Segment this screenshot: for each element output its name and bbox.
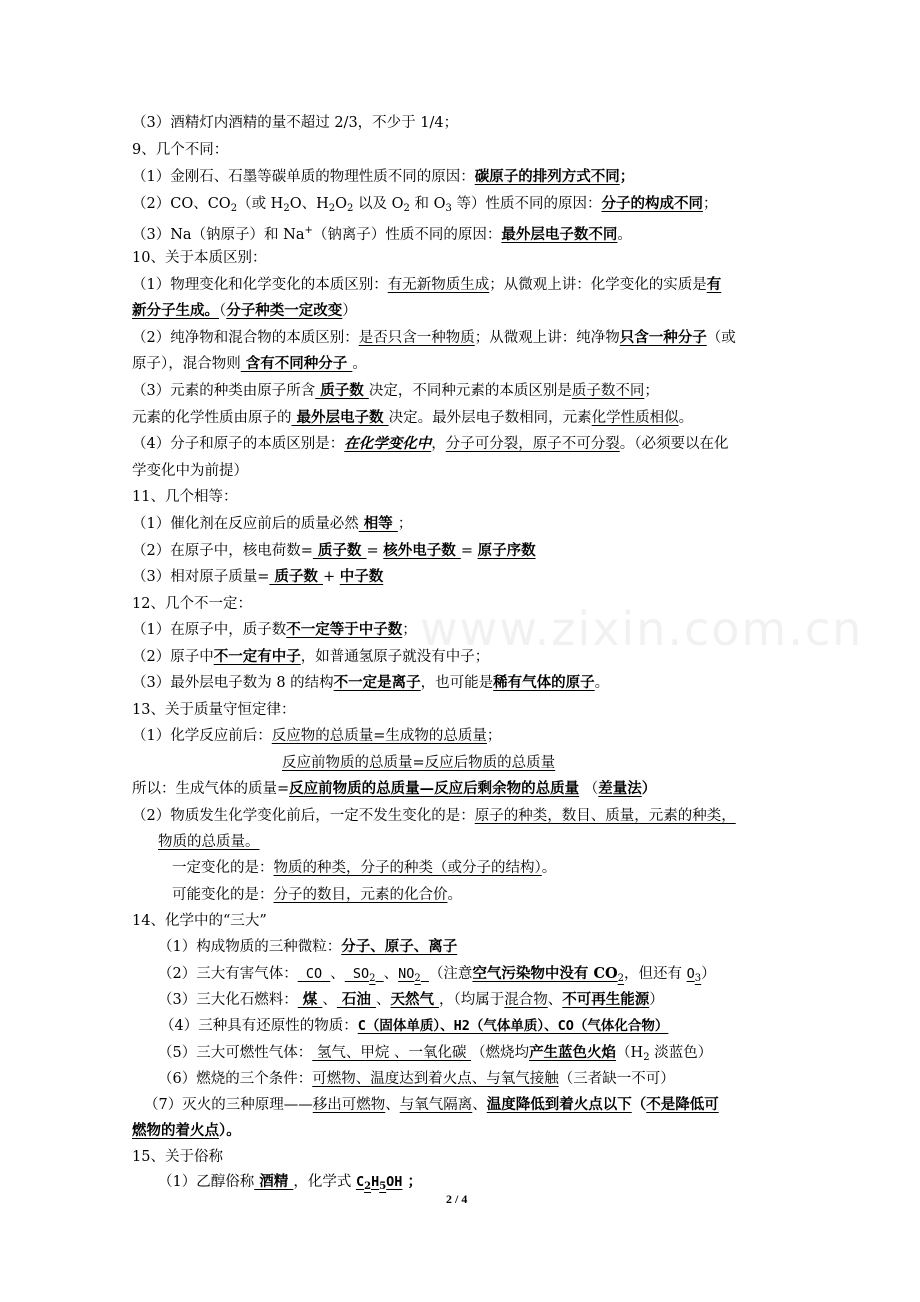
text: 原子），混合物则 <box>132 356 241 372</box>
text: 。（必须要以在化 <box>619 436 729 452</box>
text: 决定。最外层电子数相同，元素 <box>388 410 592 426</box>
subscript: 2 <box>643 1052 650 1063</box>
line-12-3 <box>132 672 609 696</box>
text: （6）燃烧的三个条件： <box>158 1071 313 1087</box>
subscript: 2 <box>328 203 336 214</box>
answer: 煤 <box>297 991 323 1008</box>
text: （H <box>616 1045 644 1061</box>
answer: 分子可分裂，原子不可分裂 <box>445 436 620 452</box>
text: ； <box>402 1173 422 1190</box>
text: （三者缺一不可） <box>558 1071 675 1087</box>
section-15-heading <box>132 1146 223 1170</box>
answer: 反应物的总质量=生成物的总质量 <box>271 728 487 744</box>
text: 。 <box>352 356 367 372</box>
subscript: 2 <box>283 203 290 214</box>
line-text: （3）酒精灯内酒精的量不超过 2/3，不少于 1/4； <box>132 115 459 131</box>
line-11-3 <box>132 566 383 590</box>
section-10-heading <box>132 247 266 271</box>
text: 、 <box>547 992 563 1008</box>
text: O <box>335 196 348 212</box>
text: 。 <box>447 887 462 903</box>
heading-text: 10、关于本质区别： <box>132 250 267 266</box>
answer: 有 <box>706 276 722 293</box>
line-10-2 <box>132 327 736 351</box>
section-12-heading <box>132 593 252 617</box>
text: 。 <box>541 860 557 876</box>
text: 所以：生成气体的质量= <box>132 781 290 797</box>
section-13-heading <box>132 699 295 723</box>
line-9-1 <box>132 166 634 190</box>
text: （燃烧均 <box>471 1045 530 1061</box>
answer: 不是降低可 <box>646 1096 719 1113</box>
line-13-1-cont <box>282 752 555 776</box>
text: （钠离子）性质不同的原因： <box>312 227 502 243</box>
answer: 天然气 <box>390 991 440 1008</box>
subscript: 2 <box>364 1181 372 1192</box>
answer: 空气污染物中没有 CO <box>472 965 618 982</box>
text: ，如普通氢原子就没有中子； <box>300 649 490 665</box>
text: （1）物理变化和化学变化的本质区别： <box>132 277 388 293</box>
answer: 分子的数目，元素的化合价 <box>273 887 448 903</box>
answer: 质子数 <box>312 542 367 559</box>
text: ； <box>619 168 635 185</box>
subscript: 2 <box>347 203 354 214</box>
answer: 与氧气隔离 <box>399 1097 473 1113</box>
line-10-2-cont <box>132 353 367 377</box>
answer: 产生蓝色火焰 <box>529 1044 617 1061</box>
text: （3）相对原子质量= <box>132 569 270 585</box>
line-15-1 <box>158 1171 422 1195</box>
line-14-3 <box>158 989 664 1013</box>
line-14-6 <box>158 1068 675 1092</box>
line-14-7 <box>144 1094 719 1118</box>
subscript: 2 <box>617 973 625 984</box>
answer: SO <box>344 966 370 982</box>
line-11-1 <box>132 513 412 537</box>
line-13-must-change <box>172 857 556 881</box>
answer: 中子数 <box>339 568 384 585</box>
text: ，也可能是 <box>420 675 494 691</box>
text: 、 <box>322 992 337 1008</box>
answer: 有无新物质生成 <box>387 277 490 293</box>
text: （2）纯净物和混合物的本质区别： <box>132 330 359 346</box>
text: （ <box>579 781 599 797</box>
text: ， <box>431 436 446 452</box>
answer: 不一定是离子 <box>333 674 421 691</box>
answer: 不一定等于中子数 <box>286 621 403 638</box>
text: （5）三大可燃性气体： <box>158 1045 313 1061</box>
text: 以及 O <box>353 196 404 212</box>
answer: CO <box>297 966 331 982</box>
text: 、 <box>330 966 345 982</box>
text: （3）三大化石燃料： <box>158 992 298 1008</box>
answer <box>376 966 384 982</box>
text: （1）构成物质的三种微粒： <box>158 939 342 955</box>
heading-text: 9、几个不同： <box>132 142 229 158</box>
line-10-4-cont <box>132 460 248 484</box>
answer: 核外电子数 <box>383 542 461 559</box>
answer: 反应前物质的总质量=反应后物质的总质量 <box>282 755 556 771</box>
text: ； <box>644 383 659 399</box>
answer: 在化学变化中 <box>344 435 432 452</box>
text: 元素的化学性质由原子的 <box>132 410 292 426</box>
text: 和 O <box>409 196 446 212</box>
answer: 物质的种类，分子的种类（或分子的结构） <box>273 860 542 876</box>
text: （3）元素的种类由原子所含 <box>132 383 316 399</box>
line-14-5 <box>158 1042 712 1066</box>
section-11-heading <box>132 486 237 510</box>
text: （4）分子和原子的本质区别是： <box>132 436 345 452</box>
formula: H <box>371 1174 380 1190</box>
text: （1）化学反应前后： <box>132 728 272 744</box>
subscript: 3 <box>445 203 452 214</box>
answer: 分子、原子、离子 <box>341 938 458 955</box>
answer: 酒精 <box>254 1173 294 1190</box>
line-11-2 <box>132 540 536 564</box>
text: ；从微观上讲：化学变化的实质是 <box>489 277 707 293</box>
answer: 质子数 <box>315 382 369 399</box>
formula: C <box>355 1174 365 1190</box>
line-13-2-cont <box>158 831 260 855</box>
answer: 物质的总质量。 <box>158 834 260 850</box>
text: ； <box>486 728 502 744</box>
text: ） <box>649 992 664 1008</box>
answer: 原子序数 <box>477 542 536 559</box>
watermark: www.zixin.com.cn <box>420 602 864 656</box>
answer: 氢气、甲烷 、一氧化碳 <box>312 1045 472 1061</box>
answer: O <box>686 966 695 982</box>
text: 可能变化的是： <box>172 887 274 903</box>
text: ） <box>701 966 716 982</box>
text: ）。 <box>219 1122 241 1139</box>
answer: 原子的种类，数目、质量，元素的种类， <box>474 808 736 824</box>
subscript: 2 <box>414 973 421 984</box>
text: 、 <box>472 1097 487 1113</box>
heading-text: 12、几个不一定： <box>132 596 252 612</box>
text: （2）在原子中，核电荷数= <box>132 543 313 559</box>
text: ，但还有 <box>624 966 687 982</box>
line-12-2 <box>132 646 489 670</box>
text: ； <box>402 622 417 638</box>
answer: 最外层电子数 <box>291 409 389 426</box>
line-10-3-cont <box>132 407 693 431</box>
text: 淡蓝色） <box>649 1045 713 1061</box>
text: 等）性质不同的原因： <box>451 196 602 212</box>
answer: 碳原子的排列方式不同 <box>474 168 620 185</box>
text: （1）在原子中，质子数 <box>132 622 287 638</box>
line-10-4 <box>132 433 728 457</box>
text: 、 <box>375 992 391 1008</box>
line-9-3 <box>132 220 632 244</box>
answer: 燃物的着火点 <box>132 1122 219 1139</box>
line-1 <box>132 112 458 136</box>
text: = <box>366 543 384 559</box>
answer: 稀有气体的原子 <box>493 674 595 691</box>
text: （2）原子中 <box>132 649 214 665</box>
text: （ <box>631 1096 647 1113</box>
text: 。 <box>678 410 694 426</box>
line-10-1-cont <box>132 300 357 324</box>
text: ） <box>342 303 357 319</box>
section-14-heading <box>132 910 267 934</box>
answer: 质子数 <box>269 568 323 585</box>
text: （2）CO、CO <box>132 196 231 212</box>
text: = <box>460 543 478 559</box>
text: 。 <box>617 227 632 243</box>
section-9-heading <box>132 139 228 163</box>
text: （3）Na（钠原子）和 Na <box>132 227 305 243</box>
line-14-1 <box>158 936 457 960</box>
answer: 温度降低到着火点以下 <box>486 1096 632 1113</box>
text: 、 <box>385 1097 400 1113</box>
answer <box>421 966 429 982</box>
answer: 是否只含一种物质 <box>358 330 475 346</box>
line-10-1 <box>132 274 721 298</box>
text: ，化学式 <box>293 1174 356 1190</box>
subscript: 2 <box>403 203 410 214</box>
text: （3）最外层电子数为 8 的结构 <box>132 675 334 691</box>
answer: 移出可燃物 <box>312 1097 386 1113</box>
text: （ <box>219 303 227 319</box>
text: （4）三种具有还原性的物质： <box>160 1018 358 1034</box>
text: （1）催化剂在反应前后的质量必然 <box>132 516 359 532</box>
text: ，（均属于 <box>439 992 505 1008</box>
line-13-may-change <box>172 884 462 908</box>
text: O、H <box>289 196 329 212</box>
text: （或 H <box>237 196 284 212</box>
subscript: 2 <box>230 203 238 214</box>
answer: 新分子生成。 <box>132 302 219 319</box>
heading-text: 11、几个相等： <box>132 489 238 505</box>
answer: 只含一种分子 <box>619 329 707 346</box>
text: （7）灭火的三种原理—— <box>144 1097 313 1113</box>
line-13-1 <box>132 725 501 749</box>
text: （或 <box>706 330 736 346</box>
text: ； <box>702 196 718 212</box>
text: ；从微观上讲：纯净物 <box>474 330 620 346</box>
answer: 差量法 <box>598 780 642 797</box>
subscript: 3 <box>694 973 702 984</box>
heading-text: 13、关于质量守恒定律： <box>132 702 296 718</box>
answer: 不可再生能源 <box>562 991 650 1008</box>
text: + <box>322 569 340 585</box>
page-number: 2 / 4 <box>446 1192 468 1206</box>
text: 一定变化的是： <box>172 860 274 876</box>
text: 。 <box>594 675 610 691</box>
line-9-2 <box>132 193 717 217</box>
text: ） <box>641 780 657 797</box>
text: （1）乙醇俗称 <box>158 1174 255 1190</box>
line-14-2 <box>158 963 716 987</box>
answer: C（固体单质）、H2（气体单质）、CO（气体化合物） <box>357 1018 669 1034</box>
text: （2）物质发生化学变化前后，一定不发生变化的是： <box>132 808 475 824</box>
text: 决定，不同种元素的本质区别是 <box>368 383 572 399</box>
line-14-7-cont <box>132 1120 241 1144</box>
answer: 分子的构成不同 <box>601 195 703 212</box>
line-14-4 <box>160 1015 668 1039</box>
line-13-therefore <box>132 778 656 802</box>
text: ； <box>397 516 413 532</box>
text: 、 <box>383 966 399 982</box>
text: 学变化中为前提） <box>132 463 248 479</box>
heading-text: 15、关于俗称 <box>132 1149 223 1165</box>
superscript: + <box>304 225 313 236</box>
line-12-1 <box>132 619 417 643</box>
heading-text: 14、化学中的“三大” <box>132 913 267 929</box>
formula: OH <box>386 1174 403 1190</box>
answer: 相等 <box>358 515 398 532</box>
text: （2）三大有害气体： <box>158 966 298 982</box>
line-10-3 <box>132 380 659 404</box>
answer: 分子种类一定改变 <box>226 302 343 319</box>
answer: 石油 <box>336 991 376 1008</box>
answer: 最外层电子数不同 <box>501 226 618 243</box>
answer: 质子数不同 <box>571 383 645 399</box>
text: （1）金刚石、石墨等碳单质的物理性质不同的原因： <box>132 169 475 185</box>
subscript: 2 <box>369 973 376 984</box>
answer: 含有不同种分子 <box>240 355 353 372</box>
subscript: 5 <box>379 1181 387 1192</box>
answer: NO <box>398 966 415 982</box>
line-13-2 <box>132 805 736 829</box>
answer: 反应前物质的总质量—反应后剩余物的总质量 <box>289 780 580 797</box>
text: （注意 <box>428 966 473 982</box>
answer: 化学性质相似 <box>591 410 679 426</box>
answer: 可燃物、温度达到着火点、与氧气接触 <box>312 1071 559 1087</box>
answer: 不一定有中子 <box>213 648 301 665</box>
answer: 混合物 <box>504 992 548 1008</box>
